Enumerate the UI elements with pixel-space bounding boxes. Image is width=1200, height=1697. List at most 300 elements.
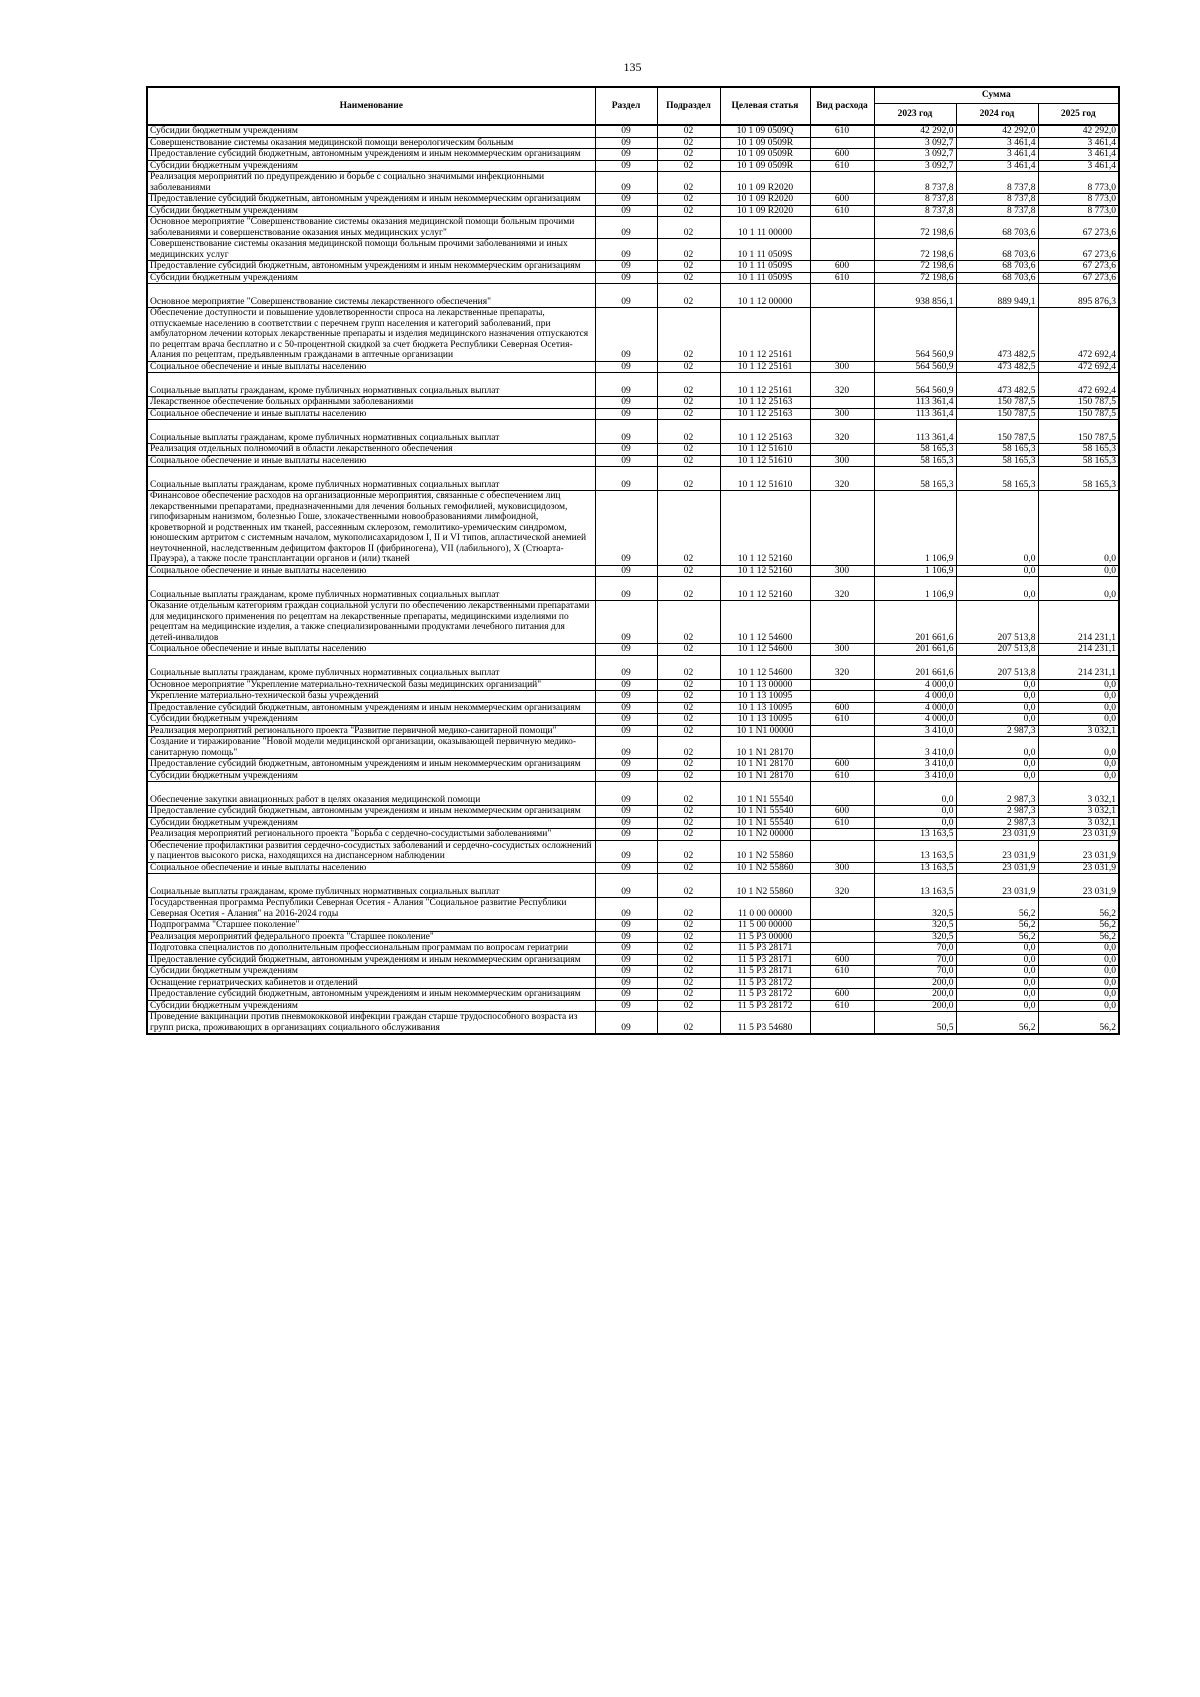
row-target: 10 1 N2 55860 bbox=[720, 840, 810, 862]
table-row bbox=[147, 759, 1119, 771]
row-name: Социальное обеспечение и иные выплаты населению bbox=[147, 862, 595, 874]
table-header bbox=[147, 87, 1119, 125]
table-row bbox=[147, 308, 1119, 362]
table-row bbox=[147, 725, 1119, 737]
row-section: 09 bbox=[595, 373, 657, 397]
table-row bbox=[147, 782, 1119, 806]
row-name: Социальные выплаты гражданам, кроме публичных нормативных социальных выплат bbox=[147, 467, 595, 491]
row-2025: 23 031,9 bbox=[1038, 840, 1119, 862]
row-kind bbox=[810, 898, 874, 920]
row-2024: 150 787,5 bbox=[956, 420, 1038, 444]
row-name: Предоставление субсидий бюджетным, автономным учреждениям и иным некоммерческим организациям bbox=[147, 261, 595, 273]
row-section: 09 bbox=[595, 691, 657, 703]
row-2024: 3 461,4 bbox=[956, 160, 1038, 172]
row-target: 10 1 N1 00000 bbox=[720, 725, 810, 737]
table-row bbox=[147, 149, 1119, 161]
row-2024: 2 987,3 bbox=[956, 782, 1038, 806]
table-row bbox=[147, 862, 1119, 874]
row-target: 11 5 P3 28171 bbox=[720, 954, 810, 966]
row-name: Социальное обеспечение и иные выплаты населению bbox=[147, 408, 595, 420]
row-kind: 320 bbox=[810, 467, 874, 491]
row-2023: 564 560,9 bbox=[874, 308, 956, 362]
row-2025: 58 165,3 bbox=[1038, 455, 1119, 467]
row-2024: 0,0 bbox=[956, 691, 1038, 703]
row-subsection: 02 bbox=[657, 989, 720, 1001]
table-row bbox=[147, 702, 1119, 714]
row-name: Основное мероприятие "Совершенствование системы оказания медицинской помощи больным прочими заболеваниями и совершенствование оказания иных медицинских услуг" bbox=[147, 217, 595, 239]
row-section: 09 bbox=[595, 565, 657, 577]
row-subsection: 02 bbox=[657, 491, 720, 566]
row-name: Субсидии бюджетным учреждениям bbox=[147, 817, 595, 829]
row-name: Социальное обеспечение и иные выплаты населению bbox=[147, 644, 595, 656]
row-2023: 0,0 bbox=[874, 806, 956, 818]
row-2023: 1 106,9 bbox=[874, 577, 956, 601]
row-kind: 300 bbox=[810, 455, 874, 467]
row-2024: 0,0 bbox=[956, 989, 1038, 1001]
table-row bbox=[147, 1012, 1119, 1035]
row-2023: 4 000,0 bbox=[874, 691, 956, 703]
table-row bbox=[147, 239, 1119, 261]
row-target: 10 1 09 0509R bbox=[720, 160, 810, 172]
table-row bbox=[147, 491, 1119, 566]
table-row bbox=[147, 172, 1119, 194]
row-subsection: 02 bbox=[657, 737, 720, 759]
row-2023: 200,0 bbox=[874, 1000, 956, 1012]
row-section: 09 bbox=[595, 977, 657, 989]
row-2024: 56,2 bbox=[956, 920, 1038, 932]
row-name: Субсидии бюджетным учреждениям bbox=[147, 160, 595, 172]
row-2023: 200,0 bbox=[874, 977, 956, 989]
row-target: 10 1 12 25161 bbox=[720, 361, 810, 373]
row-kind: 600 bbox=[810, 261, 874, 273]
row-name: Совершенствование системы оказания медицинской помощи венерологическим больным bbox=[147, 137, 595, 149]
row-name: Предоставление субсидий бюджетным, автономным учреждениям и иным некоммерческим организациям bbox=[147, 194, 595, 206]
row-2024: 68 703,6 bbox=[956, 272, 1038, 284]
table-row bbox=[147, 714, 1119, 726]
row-subsection: 02 bbox=[657, 601, 720, 644]
row-2023: 3 410,0 bbox=[874, 725, 956, 737]
row-kind: 610 bbox=[810, 272, 874, 284]
row-name: Социальное обеспечение и иные выплаты населению bbox=[147, 361, 595, 373]
row-name: Финансовое обеспечение расходов на организационные мероприятия, связанные с обеспечением лиц лекарственными препаратами, предназначенными для лечения больных гемофилией, муковисцидозом, гипофизарным нанизмом, болезнью Гоше, злокачественными новообразованиями лимфоидной, кроветворной и родственных им тканей, рассеянным склерозом, гемолитико-уремическим синдромом, юношеским артритом с системным началом, мукополисахаридозом I, II и VI типов, апластической анемией неуточненной, наследственным дефицитом факторов II (фибриногена), VII (лабильного), X (Стюарта-Прауэра), а также после трансплантации органов и (или) тканей bbox=[147, 491, 595, 566]
row-2024: 150 787,5 bbox=[956, 397, 1038, 409]
table-row bbox=[147, 1000, 1119, 1012]
row-kind bbox=[810, 491, 874, 566]
row-section: 09 bbox=[595, 770, 657, 782]
row-target: 10 1 12 51610 bbox=[720, 444, 810, 456]
row-2024: 56,2 bbox=[956, 1012, 1038, 1035]
row-subsection: 02 bbox=[657, 467, 720, 491]
table-row bbox=[147, 989, 1119, 1001]
row-2023: 58 165,3 bbox=[874, 455, 956, 467]
row-2025: 214 231,1 bbox=[1038, 644, 1119, 656]
row-section: 09 bbox=[595, 817, 657, 829]
row-2025: 472 692,4 bbox=[1038, 361, 1119, 373]
row-2024: 0,0 bbox=[956, 770, 1038, 782]
row-name: Социальные выплаты гражданам, кроме публичных нормативных социальных выплат bbox=[147, 420, 595, 444]
row-section: 09 bbox=[595, 898, 657, 920]
row-2023: 564 560,9 bbox=[874, 361, 956, 373]
row-name: Предоставление субсидий бюджетным, автономным учреждениям и иным некоммерческим организациям bbox=[147, 989, 595, 1001]
table-row bbox=[147, 205, 1119, 217]
row-2023: 1 106,9 bbox=[874, 565, 956, 577]
row-2023: 3 410,0 bbox=[874, 770, 956, 782]
row-section: 09 bbox=[595, 217, 657, 239]
row-kind bbox=[810, 397, 874, 409]
row-2025: 3 032,1 bbox=[1038, 782, 1119, 806]
row-name: Оказание отдельным категориям граждан социальной услуги по обеспечению лекарственными препаратами для медицинского применения по рецептам на лекарственные препараты, медицинскими изделиями по рецептам на медицинские изделия, а также специализированными продуктами лечебного питания для детей-инвалидов bbox=[147, 601, 595, 644]
row-2025: 0,0 bbox=[1038, 714, 1119, 726]
row-2025: 56,2 bbox=[1038, 931, 1119, 943]
row-2024: 0,0 bbox=[956, 954, 1038, 966]
row-name: Реализация мероприятий федерального проекта "Старшее поколение" bbox=[147, 931, 595, 943]
row-section: 09 bbox=[595, 125, 657, 137]
row-kind: 600 bbox=[810, 702, 874, 714]
row-2025: 0,0 bbox=[1038, 977, 1119, 989]
row-kind: 600 bbox=[810, 149, 874, 161]
row-2025: 23 031,9 bbox=[1038, 829, 1119, 841]
row-2025: 3 032,1 bbox=[1038, 725, 1119, 737]
table-row bbox=[147, 455, 1119, 467]
row-2024: 0,0 bbox=[956, 714, 1038, 726]
table-row bbox=[147, 898, 1119, 920]
row-target: 10 1 N2 55860 bbox=[720, 874, 810, 898]
header-name: Наименование bbox=[147, 87, 595, 125]
row-2024: 473 482,5 bbox=[956, 373, 1038, 397]
row-section: 09 bbox=[595, 601, 657, 644]
row-2024: 56,2 bbox=[956, 898, 1038, 920]
row-2025: 472 692,4 bbox=[1038, 308, 1119, 362]
row-target: 10 1 N1 28170 bbox=[720, 770, 810, 782]
row-2024: 68 703,6 bbox=[956, 261, 1038, 273]
row-2023: 3 092,7 bbox=[874, 149, 956, 161]
row-kind: 320 bbox=[810, 655, 874, 679]
row-target: 10 1 12 52160 bbox=[720, 491, 810, 566]
table-row bbox=[147, 644, 1119, 656]
row-subsection: 02 bbox=[657, 373, 720, 397]
table-row bbox=[147, 137, 1119, 149]
row-2025: 67 273,6 bbox=[1038, 272, 1119, 284]
row-subsection: 02 bbox=[657, 272, 720, 284]
table-row bbox=[147, 691, 1119, 703]
row-subsection: 02 bbox=[657, 577, 720, 601]
row-section: 09 bbox=[595, 160, 657, 172]
row-2025: 0,0 bbox=[1038, 491, 1119, 566]
row-target: 10 1 09 R2020 bbox=[720, 205, 810, 217]
row-section: 09 bbox=[595, 491, 657, 566]
row-kind bbox=[810, 840, 874, 862]
table-row bbox=[147, 160, 1119, 172]
row-kind: 300 bbox=[810, 862, 874, 874]
row-2024: 42 292,0 bbox=[956, 125, 1038, 137]
row-name: Обеспечение профилактики развития сердечно-сосудистых заболеваний и сердечно-сосудистых осложнений у пациентов высокого риска, находящихся на диспансерном наблюдении bbox=[147, 840, 595, 862]
table-row bbox=[147, 874, 1119, 898]
row-subsection: 02 bbox=[657, 644, 720, 656]
row-target: 11 5 P3 28171 bbox=[720, 943, 810, 955]
table-row bbox=[147, 361, 1119, 373]
row-kind: 300 bbox=[810, 565, 874, 577]
row-2024: 0,0 bbox=[956, 702, 1038, 714]
table-row bbox=[147, 829, 1119, 841]
header-sum: Сумма bbox=[874, 87, 1119, 103]
row-target: 11 5 P3 28171 bbox=[720, 966, 810, 978]
row-2023: 3 410,0 bbox=[874, 759, 956, 771]
row-subsection: 02 bbox=[657, 770, 720, 782]
row-target: 10 1 09 0509Q bbox=[720, 125, 810, 137]
row-name: Проведение вакцинации против пневмококковой инфекции граждан старше трудоспособного возраста из групп риска, проживающих в организациях социального обслуживания bbox=[147, 1012, 595, 1035]
row-2023: 320,5 bbox=[874, 898, 956, 920]
row-2024: 58 165,3 bbox=[956, 455, 1038, 467]
row-2024: 207 513,8 bbox=[956, 601, 1038, 644]
row-section: 09 bbox=[595, 1012, 657, 1035]
row-target: 10 1 12 00000 bbox=[720, 284, 810, 308]
row-2023: 72 198,6 bbox=[874, 261, 956, 273]
row-kind: 600 bbox=[810, 194, 874, 206]
row-2023: 3 092,7 bbox=[874, 160, 956, 172]
row-target: 10 1 11 0509S bbox=[720, 261, 810, 273]
row-section: 09 bbox=[595, 284, 657, 308]
row-2023: 0,0 bbox=[874, 782, 956, 806]
row-target: 11 5 00 00000 bbox=[720, 920, 810, 932]
row-target: 10 1 12 51610 bbox=[720, 467, 810, 491]
row-kind: 610 bbox=[810, 160, 874, 172]
row-section: 09 bbox=[595, 702, 657, 714]
table-row bbox=[147, 467, 1119, 491]
table-row bbox=[147, 125, 1119, 137]
row-section: 09 bbox=[595, 655, 657, 679]
row-name: Предоставление субсидий бюджетным, автономным учреждениям и иным некоммерческим организациям bbox=[147, 759, 595, 771]
row-section: 09 bbox=[595, 408, 657, 420]
row-subsection: 02 bbox=[657, 829, 720, 841]
row-2024: 68 703,6 bbox=[956, 239, 1038, 261]
row-section: 09 bbox=[595, 829, 657, 841]
row-target: 10 1 12 51610 bbox=[720, 455, 810, 467]
row-name: Основное мероприятие "Укрепление материально-технической базы медицинских организаций" bbox=[147, 679, 595, 691]
row-2023: 320,5 bbox=[874, 920, 956, 932]
row-kind bbox=[810, 284, 874, 308]
row-kind bbox=[810, 239, 874, 261]
header-2023: 2023 год bbox=[874, 103, 956, 125]
row-2025: 58 165,3 bbox=[1038, 444, 1119, 456]
row-target: 10 1 12 52160 bbox=[720, 577, 810, 601]
row-section: 09 bbox=[595, 966, 657, 978]
row-subsection: 02 bbox=[657, 691, 720, 703]
row-section: 09 bbox=[595, 920, 657, 932]
row-kind bbox=[810, 679, 874, 691]
header-2025: 2025 год bbox=[1038, 103, 1119, 125]
row-kind bbox=[810, 691, 874, 703]
row-kind bbox=[810, 725, 874, 737]
row-target: 10 1 12 54600 bbox=[720, 644, 810, 656]
row-subsection: 02 bbox=[657, 1000, 720, 1012]
row-subsection: 02 bbox=[657, 137, 720, 149]
table-row bbox=[147, 601, 1119, 644]
row-name: Предоставление субсидий бюджетным, автономным учреждениям и иным некоммерческим организациям bbox=[147, 954, 595, 966]
row-name: Субсидии бюджетным учреждениям bbox=[147, 125, 595, 137]
row-2023: 8 737,8 bbox=[874, 205, 956, 217]
row-section: 09 bbox=[595, 782, 657, 806]
row-subsection: 02 bbox=[657, 361, 720, 373]
row-2025: 67 273,6 bbox=[1038, 261, 1119, 273]
row-2024: 0,0 bbox=[956, 977, 1038, 989]
table-body bbox=[147, 125, 1119, 1034]
row-2023: 72 198,6 bbox=[874, 217, 956, 239]
row-subsection: 02 bbox=[657, 977, 720, 989]
row-target: 10 1 12 25163 bbox=[720, 408, 810, 420]
table-row bbox=[147, 420, 1119, 444]
row-subsection: 02 bbox=[657, 966, 720, 978]
row-2025: 214 231,1 bbox=[1038, 601, 1119, 644]
row-2024: 8 737,8 bbox=[956, 172, 1038, 194]
row-2025: 3 032,1 bbox=[1038, 806, 1119, 818]
row-subsection: 02 bbox=[657, 125, 720, 137]
row-subsection: 02 bbox=[657, 284, 720, 308]
row-kind: 610 bbox=[810, 125, 874, 137]
row-2024: 150 787,5 bbox=[956, 408, 1038, 420]
row-name: Социальное обеспечение и иные выплаты населению bbox=[147, 565, 595, 577]
row-subsection: 02 bbox=[657, 455, 720, 467]
row-name: Субсидии бюджетным учреждениям bbox=[147, 770, 595, 782]
row-subsection: 02 bbox=[657, 862, 720, 874]
row-section: 09 bbox=[595, 577, 657, 601]
row-subsection: 02 bbox=[657, 954, 720, 966]
row-kind bbox=[810, 977, 874, 989]
row-2025: 150 787,5 bbox=[1038, 420, 1119, 444]
row-name: Реализация мероприятий регионального проекта "Развитие первичной медико-санитарной помощи" bbox=[147, 725, 595, 737]
row-target: 10 1 N1 28170 bbox=[720, 737, 810, 759]
table-row bbox=[147, 943, 1119, 955]
row-subsection: 02 bbox=[657, 874, 720, 898]
header-section: Раздел bbox=[595, 87, 657, 125]
table-row bbox=[147, 444, 1119, 456]
row-subsection: 02 bbox=[657, 408, 720, 420]
table-row bbox=[147, 373, 1119, 397]
row-target: 10 1 13 10095 bbox=[720, 691, 810, 703]
row-2024: 0,0 bbox=[956, 577, 1038, 601]
row-subsection: 02 bbox=[657, 702, 720, 714]
row-2023: 42 292,0 bbox=[874, 125, 956, 137]
row-subsection: 02 bbox=[657, 840, 720, 862]
row-name: Подпрограмма "Старшее поколение" bbox=[147, 920, 595, 932]
row-2025: 3 032,1 bbox=[1038, 817, 1119, 829]
row-target: 10 1 12 25161 bbox=[720, 308, 810, 362]
table-row bbox=[147, 931, 1119, 943]
row-target: 10 1 13 00000 bbox=[720, 679, 810, 691]
row-section: 09 bbox=[595, 272, 657, 284]
row-name: Субсидии бюджетным учреждениям bbox=[147, 1000, 595, 1012]
row-kind bbox=[810, 931, 874, 943]
row-section: 09 bbox=[595, 1000, 657, 1012]
row-subsection: 02 bbox=[657, 1012, 720, 1035]
row-name: Реализация мероприятий по предупреждению и борьбе с социально значимыми инфекционными заболеваниями bbox=[147, 172, 595, 194]
row-kind bbox=[810, 444, 874, 456]
row-2023: 58 165,3 bbox=[874, 467, 956, 491]
row-section: 09 bbox=[595, 194, 657, 206]
row-2025: 56,2 bbox=[1038, 1012, 1119, 1035]
row-2024: 0,0 bbox=[956, 679, 1038, 691]
row-section: 09 bbox=[595, 679, 657, 691]
row-subsection: 02 bbox=[657, 149, 720, 161]
row-2023: 3 092,7 bbox=[874, 137, 956, 149]
row-name: Совершенствование системы оказания медицинской помощи больным прочими заболеваниями и иных медицинских услуг bbox=[147, 239, 595, 261]
row-kind: 300 bbox=[810, 408, 874, 420]
row-name: Субсидии бюджетным учреждениям bbox=[147, 966, 595, 978]
header-target: Целевая статья bbox=[720, 87, 810, 125]
row-kind: 610 bbox=[810, 966, 874, 978]
row-2024: 0,0 bbox=[956, 1000, 1038, 1012]
row-2024: 0,0 bbox=[956, 737, 1038, 759]
row-kind bbox=[810, 172, 874, 194]
table-row bbox=[147, 272, 1119, 284]
row-2023: 13 163,5 bbox=[874, 874, 956, 898]
table-row bbox=[147, 977, 1119, 989]
row-subsection: 02 bbox=[657, 898, 720, 920]
row-2024: 68 703,6 bbox=[956, 217, 1038, 239]
row-name: Обеспечение доступности и повышение удовлетворенности спроса на лекарственные препараты, отпускаемые населению в соответствии с перечнем групп населения и категорий заболеваний, при амбулаторном лечении которых лекарственные препараты и изделия медицинского назначения отпускаются по рецептам врача бесплатно и с 50-процентной скидкой за счет бюджета Республики Северная Осетия-Алания по рецептам, предъявленным гражданами в аптечные организации bbox=[147, 308, 595, 362]
row-name: Укрепление материально-технической базы учреждений bbox=[147, 691, 595, 703]
row-2023: 0,0 bbox=[874, 817, 956, 829]
row-section: 09 bbox=[595, 261, 657, 273]
row-section: 09 bbox=[595, 397, 657, 409]
row-2025: 0,0 bbox=[1038, 702, 1119, 714]
row-name: Социальные выплаты гражданам, кроме публичных нормативных социальных выплат bbox=[147, 655, 595, 679]
row-name: Лекарственное обеспечение больных орфанными заболеваниями bbox=[147, 397, 595, 409]
row-2024: 207 513,8 bbox=[956, 655, 1038, 679]
row-2023: 70,0 bbox=[874, 954, 956, 966]
row-2023: 3 410,0 bbox=[874, 737, 956, 759]
row-kind bbox=[810, 782, 874, 806]
row-target: 11 0 00 00000 bbox=[720, 898, 810, 920]
row-name: Государственная программа Республики Северная Осетия - Алания "Социальное развитие Республики Северная Осетия - Алания" на 2016-2024 годы bbox=[147, 898, 595, 920]
row-2024: 2 987,3 bbox=[956, 817, 1038, 829]
row-kind: 610 bbox=[810, 205, 874, 217]
row-section: 09 bbox=[595, 205, 657, 217]
row-2024: 889 949,1 bbox=[956, 284, 1038, 308]
row-2024: 0,0 bbox=[956, 943, 1038, 955]
row-2025: 23 031,9 bbox=[1038, 874, 1119, 898]
row-name: Субсидии бюджетным учреждениям bbox=[147, 714, 595, 726]
row-target: 10 1 13 10095 bbox=[720, 702, 810, 714]
row-subsection: 02 bbox=[657, 172, 720, 194]
row-section: 09 bbox=[595, 444, 657, 456]
row-subsection: 02 bbox=[657, 806, 720, 818]
row-name: Субсидии бюджетным учреждениям bbox=[147, 272, 595, 284]
table-row bbox=[147, 577, 1119, 601]
row-2024: 473 482,5 bbox=[956, 361, 1038, 373]
table-row bbox=[147, 408, 1119, 420]
row-2025: 3 461,4 bbox=[1038, 160, 1119, 172]
table-row bbox=[147, 817, 1119, 829]
row-target: 10 1 N1 28170 bbox=[720, 759, 810, 771]
row-target: 11 5 P3 00000 bbox=[720, 931, 810, 943]
row-section: 09 bbox=[595, 455, 657, 467]
row-name: Предоставление субсидий бюджетным, автономным учреждениям и иным некоммерческим организациям bbox=[147, 702, 595, 714]
row-2024: 23 031,9 bbox=[956, 862, 1038, 874]
row-target: 10 1 12 25161 bbox=[720, 373, 810, 397]
row-target: 11 5 P3 28172 bbox=[720, 1000, 810, 1012]
row-section: 09 bbox=[595, 644, 657, 656]
row-target: 10 1 13 10095 bbox=[720, 714, 810, 726]
row-target: 10 1 N2 00000 bbox=[720, 829, 810, 841]
row-2025: 0,0 bbox=[1038, 759, 1119, 771]
table-row bbox=[147, 261, 1119, 273]
row-2024: 58 165,3 bbox=[956, 467, 1038, 491]
row-2025: 3 461,4 bbox=[1038, 137, 1119, 149]
row-name: Основное мероприятие "Совершенствование системы лекарственного обеспечения" bbox=[147, 284, 595, 308]
row-2024: 8 737,8 bbox=[956, 205, 1038, 217]
row-2025: 56,2 bbox=[1038, 920, 1119, 932]
row-2023: 201 661,6 bbox=[874, 655, 956, 679]
